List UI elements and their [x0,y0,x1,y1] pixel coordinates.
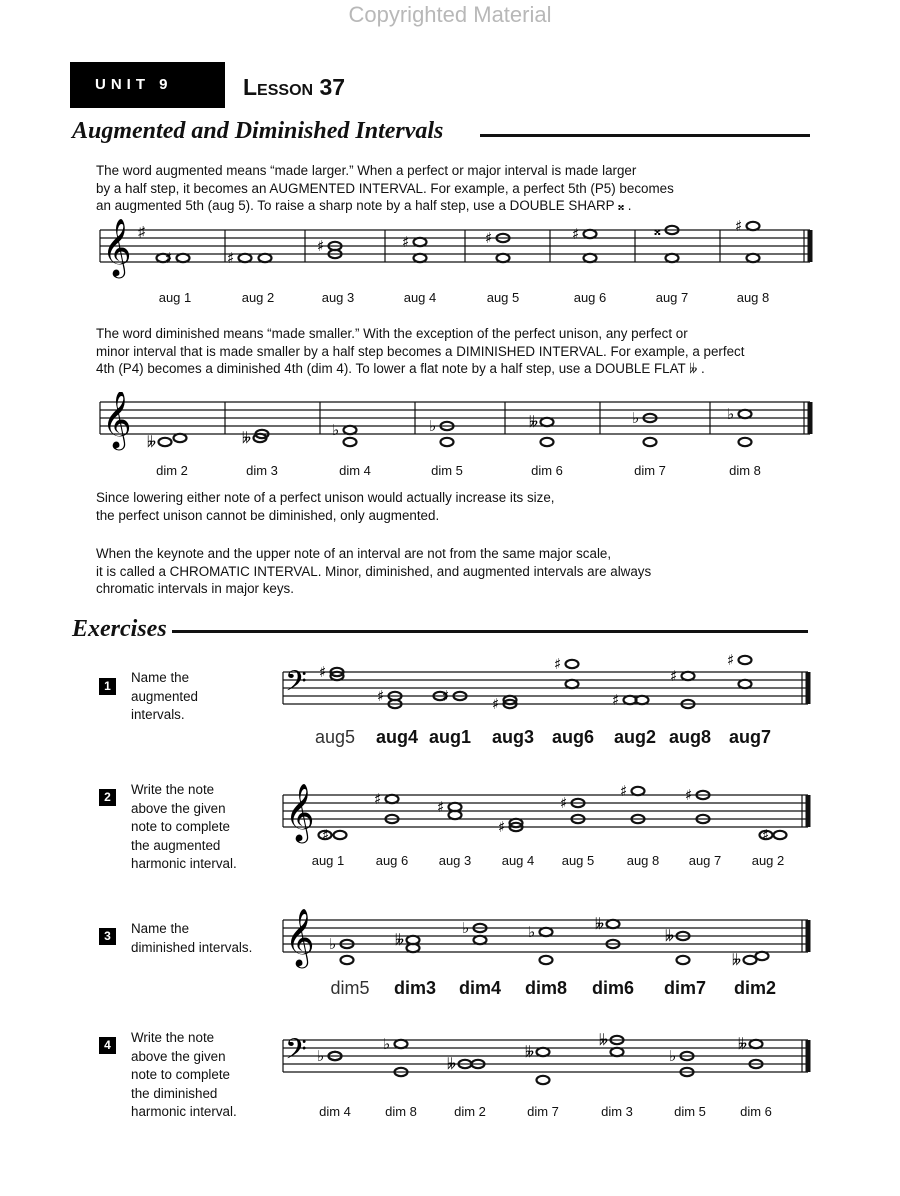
accidental-icon: 𝄫 [242,429,252,447]
whole-note [528,923,553,941]
exercise-2-number: 2 [99,789,116,806]
whole-note [644,438,657,446]
accidental-icon: ♭ [528,923,536,941]
whole-note [174,434,187,442]
whole-note [541,438,554,446]
whole-note [727,652,752,669]
labels4-item: aug 1 [311,853,345,868]
staff3-lines [283,672,808,704]
accidental-icon: 𝄫 [147,433,157,451]
answers3-item: dim7 [663,978,706,998]
lesson-title: Lesson 37 [243,74,346,100]
unison-note: Since lowering either note of a perfect unison would actually increase its size, the perfect unison cannot be diminished, only augmented. [96,490,555,523]
whole-note [595,915,620,933]
whole-note [584,254,597,262]
whole-note [344,438,357,446]
labels6-item: dim 6 [740,1104,772,1119]
accidental-icon: ♯ [612,691,620,709]
accidental-icon: ♯ [437,798,445,816]
exercise-1-staff [0,652,900,732]
whole-note [554,655,579,673]
treble-clef-icon: 𝄞 [285,908,315,966]
accidental-icon: 𝄫 [665,927,675,945]
whole-note [537,1076,550,1084]
answers1-item: aug5 [314,727,356,747]
accidental-icon: ♭ [332,421,340,439]
labels1-item: aug 6 [573,290,607,305]
whole-note [747,254,760,262]
whole-note [727,405,752,423]
labels6-item: dim 8 [385,1104,417,1119]
whole-note [756,952,769,960]
treble-clef-icon: 𝄞 [102,392,132,448]
labels6-item: dim 3 [601,1104,633,1119]
whole-note [677,956,690,964]
accidental-icon: 𝄫 [395,931,405,949]
answers1-item: aug3 [491,727,534,747]
treble-clef-icon: 𝄞 [102,218,132,276]
accidental-icon: ♭ [632,409,640,427]
whole-note [322,826,347,844]
labels2-item: dim 6 [531,463,563,478]
augmented-definition: The word augmented means “made larger.” When a perfect or major interval is made larger by a half step, it becomes an AUGMENTED INTERVAL. For example, a perfect 5th (P5) becomes an augmented 5th (aug 5). To raise a sharp note by a half step, use a DOUBLE SHARP 𝄪 . [96,163,674,213]
exercise-3-number: 3 [99,928,116,945]
staff-augmented-examples [0,205,900,300]
labels4-item: aug 5 [561,853,595,868]
whole-note [474,936,487,944]
whole-note [611,1048,624,1056]
labels4-item: aug 4 [501,853,535,868]
answers3-item: dim2 [733,978,776,998]
whole-note [147,433,172,451]
whole-note [165,249,190,267]
accidental-icon: 𝄫 [529,413,539,431]
answers1-item: aug6 [551,727,594,747]
exercise-2-staff [0,775,900,855]
accidental-icon: ♭ [383,1035,391,1053]
answers3-item: dim5 [330,978,370,998]
whole-note [341,956,354,964]
answers3-item: dim3 [393,978,436,998]
answers1-item: aug4 [375,727,418,747]
accidental-icon: ♯ [317,237,325,255]
labels6-item: dim 4 [319,1104,351,1119]
accidental-icon: 𝄫 [447,1055,457,1073]
accidental-icon: ♯ [442,687,450,705]
accidental-icon: ♭ [727,405,735,423]
answers3-item: dim8 [524,978,567,998]
labels6-item: dim 5 [674,1104,706,1119]
labels2-item: dim 5 [431,463,463,478]
whole-note [620,782,645,800]
whole-note [227,249,252,267]
accidental-icon: ♭ [317,1047,325,1065]
labels4-item: aug 3 [438,853,472,868]
accidental-icon: ♯ [227,249,235,267]
accidental-icon: ♯ [727,652,735,669]
exercise-1-number: 1 [99,678,116,695]
whole-note [374,790,399,808]
key-sharp-icon: ♯ [138,223,145,239]
accidental-icon: ♯ [402,233,410,251]
whole-note [670,667,695,685]
accidental-icon: ♯ [322,826,330,844]
accidental-icon: ♯ [670,667,678,685]
whole-note [762,826,787,844]
copyright-watermark: Copyrighted Material [348,2,552,27]
whole-note [402,233,427,251]
whole-note [441,438,454,446]
labels4-item: aug 7 [688,853,722,868]
labels1-item: aug 2 [241,290,275,305]
whole-note [566,680,579,688]
answers3-item: dim6 [591,978,634,998]
accidental-icon: ♯ [485,229,493,247]
whole-note [525,1043,550,1061]
exercises-title-rule [172,630,808,633]
accidental-icon: ♯ [554,655,562,673]
chromatic-interval-note: When the keynote and the upper note of an interval are not from the same major scale, it is called a CHROMATIC INTERVAL. Minor, diminished, and augmented intervals are always chromatic intervals in major keys. [96,546,652,596]
accidental-icon: 𝄫 [732,951,742,969]
accidental-icon: ♭ [462,919,470,937]
accidental-icon: ♭ [329,935,337,953]
accidental-icon: ♯ [319,663,327,681]
labels2-item: dim 3 [246,463,278,478]
staff-diminished-examples [0,392,900,462]
labels1-item: aug 3 [321,290,355,305]
labels4-item: aug 2 [751,853,785,868]
accidental-icon: 𝄫 [525,1043,535,1061]
accidental-icon: ♯ [735,217,743,235]
whole-note [732,951,757,969]
whole-note [735,217,760,235]
exercise-4-staff [0,1020,900,1100]
accidental-icon: ♯ [572,225,580,243]
accidental-icon: ♭ [429,417,437,435]
diminished-definition: The word diminished means “made smaller.” With the exception of the perfect unison, any perfect or minor interval that is made smaller by a half step becomes a DIMINISHED INTERVAL. For example, a perfect 4th (P4) becomes a diminished 4th (dim 4). To lower a flat note by a half step, use a DOUBLE FLAT 𝄫 . [96,326,745,376]
exercise-4-instructions: Write the note above the given note to complete the diminished harmonic interval. [131,1030,237,1119]
whole-note [529,413,554,431]
labels1-item: aug 4 [403,290,437,305]
accidental-icon: ♯ [762,826,770,844]
staff2-lines [100,402,810,434]
whole-note [540,956,553,964]
accidental-icon: ♯ [620,782,628,800]
accidental-icon: ♯ [560,794,568,812]
labels4-item: aug 6 [375,853,409,868]
answers3-item: dim4 [458,978,501,998]
accidental-icon: ♯ [377,687,385,705]
bass-clef-icon: 𝄢 [285,1033,307,1073]
whole-note [612,691,637,709]
accidental-icon: 𝄫 [738,1035,748,1053]
labels2-item: dim 2 [156,463,188,478]
accidental-icon: ♯ [165,249,173,267]
staff1-lines [100,230,810,262]
whole-note [738,1035,763,1053]
whole-note [383,1035,408,1053]
labels6-item: dim 7 [527,1104,559,1119]
accidental-icon: ♯ [685,786,693,804]
answers1-item: aug2 [613,727,656,747]
whole-note [572,225,597,243]
labels1-item: aug 7 [655,290,689,305]
labels1-item: aug 5 [486,290,520,305]
section-title-rule [480,134,810,137]
whole-note [497,254,510,262]
whole-note [259,254,272,262]
accidental-icon: ♯ [498,818,506,836]
labels6-item: dim 2 [454,1104,486,1119]
accidental-icon: ♯ [374,790,382,808]
accidental-icon: ♯ [492,695,500,713]
whole-note [739,680,752,688]
whole-note [414,254,427,262]
answers1-item: aug1 [428,727,471,747]
exercise-3-instructions: Name the diminished intervals. [131,921,253,955]
accidental-icon: 𝄫 [599,1031,609,1049]
answers1-item: aug8 [668,727,711,747]
labels2-item: dim 7 [634,463,666,478]
exercises-title: Exercises [72,616,167,642]
staff4-lines [283,795,808,827]
labels4-item: aug 8 [626,853,660,868]
labels2-item: dim 8 [729,463,761,478]
labels1-item: aug 8 [736,290,770,305]
bass-clef-icon: 𝄢 [285,665,307,705]
whole-note [666,254,679,262]
exercise-2-instructions: Write the note above the given note to complete the augmented harmonic interval. [131,782,237,871]
labels2-item: dim 4 [339,463,371,478]
treble-clef-icon: 𝄞 [285,783,315,841]
labels1-item: aug 1 [158,290,192,305]
accidental-icon: ♭ [669,1047,677,1065]
whole-note [739,438,752,446]
unit-label: UNIT 9 [95,76,173,93]
exercise-4-number: 4 [99,1037,116,1054]
exercise-3-staff [0,905,900,980]
exercise-1-instructions: Name the augmented intervals. [131,670,199,722]
accidental-icon: 𝄫 [595,915,605,933]
answers1-item: aug7 [728,727,771,747]
whole-note [332,421,357,439]
accidental-icon: 𝄪 [654,221,661,239]
section-title: Augmented and Diminished Intervals [72,118,444,144]
